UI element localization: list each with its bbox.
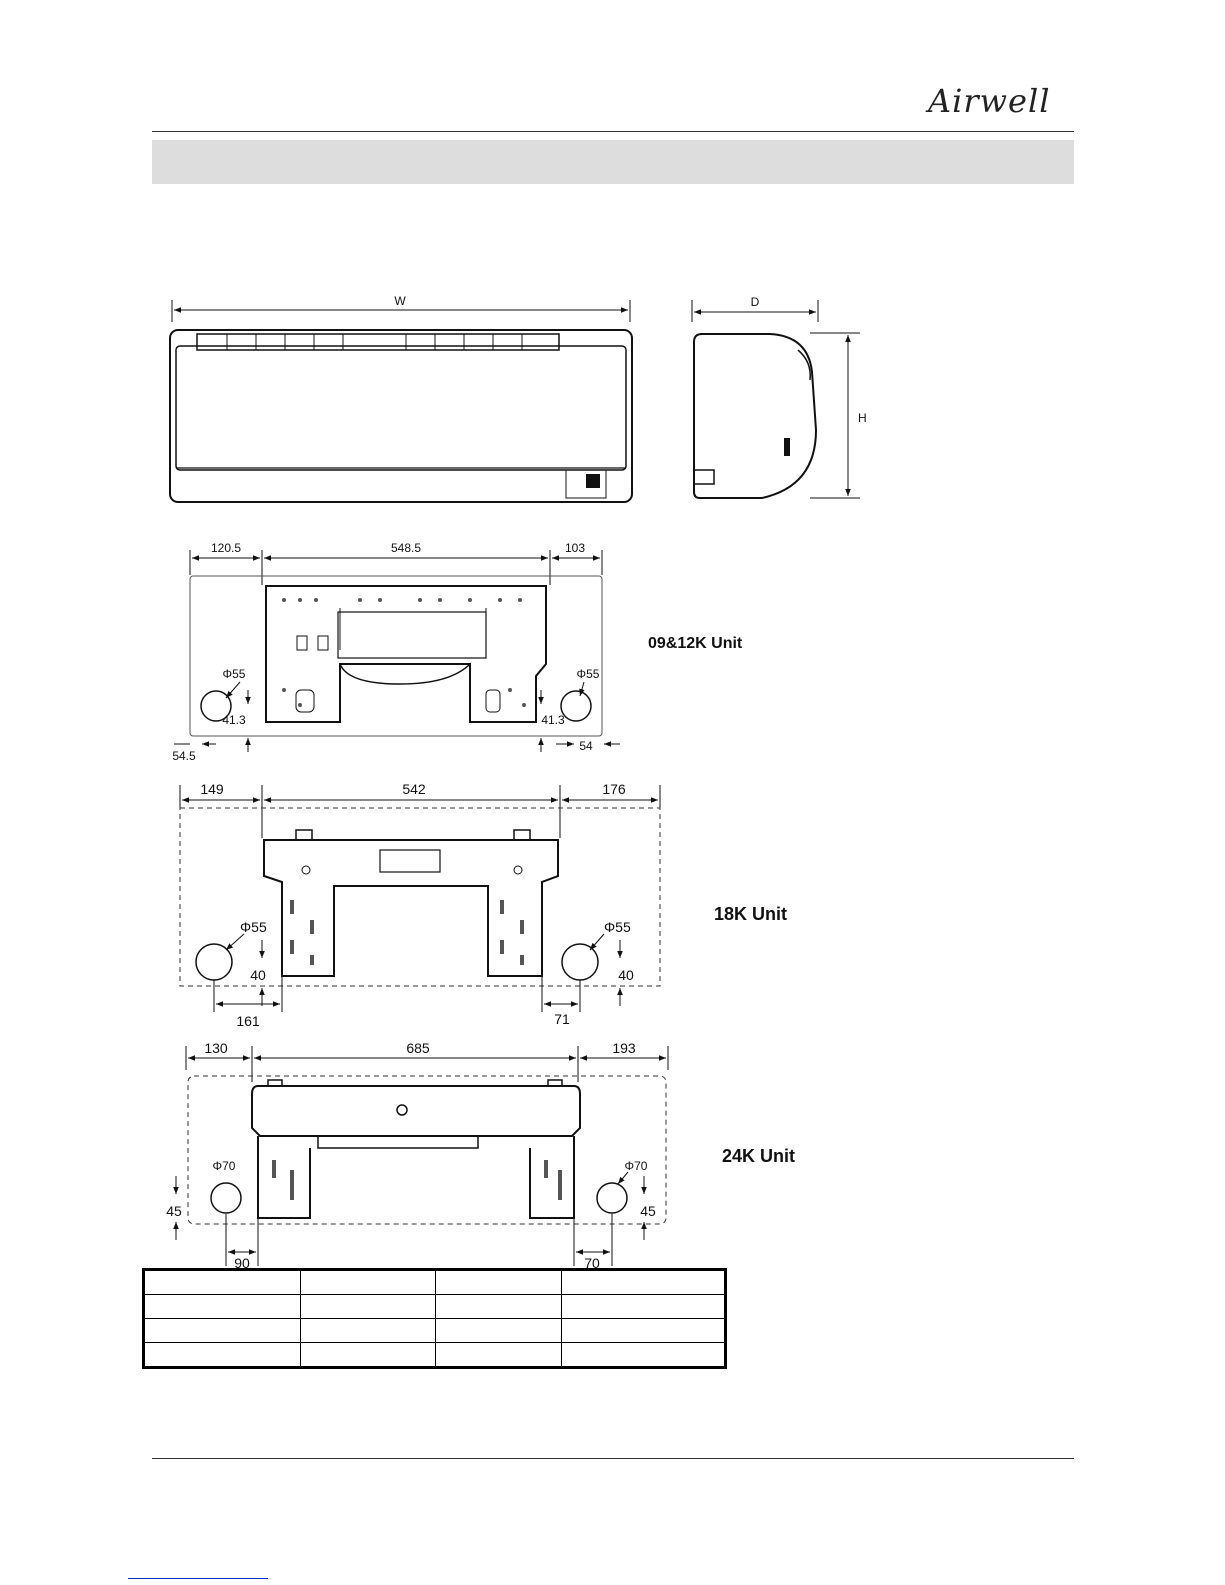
- table-row: [144, 1319, 726, 1343]
- table-cell: [436, 1295, 561, 1319]
- table-cell: [144, 1319, 301, 1343]
- side-view: [692, 295, 867, 498]
- unit-label-24k: 24K Unit: [722, 1146, 796, 1166]
- unit-label-09-12k: 09&12K Unit: [648, 635, 743, 652]
- left-offset-18k: 149: [200, 781, 224, 797]
- unit-label-18k: 18K Unit: [714, 904, 788, 924]
- bracket-24k: [166, 1040, 795, 1271]
- right-hole-height-24k: 45: [640, 1203, 656, 1219]
- table-cell: [144, 1343, 301, 1368]
- bracket-width-18k: 542: [402, 781, 426, 797]
- right-hole-dia-24k: Φ70: [624, 1159, 648, 1173]
- table-cell: [144, 1270, 301, 1295]
- left-offset-09-12k: 120.5: [210, 541, 242, 555]
- right-hole-offset-18k: 71: [554, 1011, 570, 1027]
- bracket-width-24k: 685: [406, 1040, 430, 1056]
- footer-rule: [152, 1458, 1074, 1459]
- left-hole-height-18k: 40: [250, 967, 266, 983]
- left-hole-height-09-12k: 41.3: [222, 713, 246, 727]
- table-row: [144, 1295, 726, 1319]
- table-row: [144, 1270, 726, 1295]
- left-offset-24k: 130: [204, 1040, 228, 1056]
- table-cell: [561, 1343, 725, 1368]
- table-cell: [301, 1343, 436, 1368]
- table-cell: [301, 1270, 436, 1295]
- table-cell: [436, 1343, 561, 1368]
- table-cell: [561, 1295, 725, 1319]
- footer-link-underline[interactable]: [128, 1578, 268, 1579]
- table-cell: [301, 1295, 436, 1319]
- right-hole-dia-18k: Φ55: [604, 919, 631, 935]
- table-cell: [144, 1295, 301, 1319]
- table-cell: [561, 1319, 725, 1343]
- right-hole-dia-09-12k: Φ55: [576, 667, 600, 681]
- bracket-width-09-12k: 548.5: [390, 541, 422, 555]
- left-hole-dia-18k: Φ55: [240, 919, 267, 935]
- width-label: W: [394, 294, 406, 308]
- dimension-spec-table: [142, 1268, 727, 1369]
- front-view: [170, 294, 632, 502]
- left-hole-height-24k: 45: [166, 1203, 182, 1219]
- table-cell: [301, 1319, 436, 1343]
- depth-label: D: [750, 295, 760, 309]
- left-hole-dia-24k: Φ70: [212, 1159, 236, 1173]
- right-hole-offset-24k: 70: [584, 1255, 600, 1271]
- right-hole-offset-09-12k: 54: [579, 739, 593, 753]
- left-hole-offset-24k: 90: [234, 1255, 250, 1271]
- bracket-09-12k: [172, 541, 743, 763]
- bracket-18k: [180, 781, 787, 1029]
- left-hole-offset-09-12k: 54.5: [172, 749, 196, 763]
- right-offset-09-12k: 103: [564, 541, 586, 555]
- table-cell: [561, 1270, 725, 1295]
- table-cell: [436, 1319, 561, 1343]
- logo-text: Airwell: [928, 82, 1051, 120]
- right-hole-height-18k: 40: [618, 967, 634, 983]
- table-row: [144, 1343, 726, 1368]
- right-offset-24k: 193: [612, 1040, 636, 1056]
- height-label: H: [858, 411, 867, 425]
- right-hole-height-09-12k: 41.3: [541, 713, 565, 727]
- right-offset-18k: 176: [602, 781, 626, 797]
- table-cell: [436, 1270, 561, 1295]
- left-hole-dia-09-12k: Φ55: [222, 667, 246, 681]
- left-hole-offset-18k: 161: [236, 1013, 260, 1029]
